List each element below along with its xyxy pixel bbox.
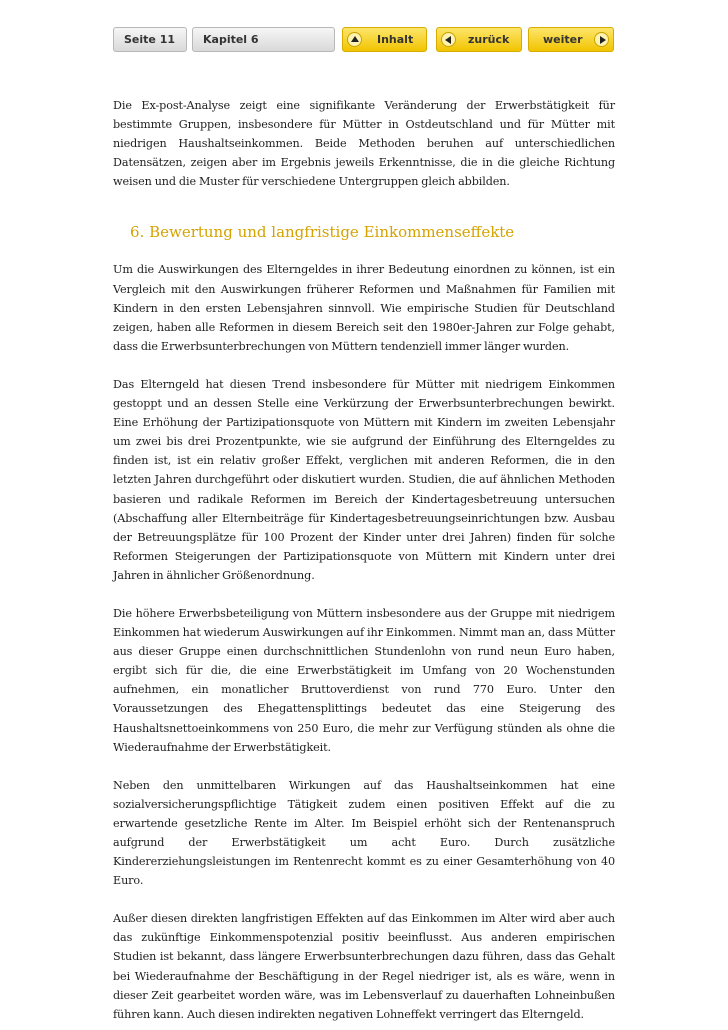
intro-paragraph: Die Ex-post-Analyse zeigt eine signifikante Veränderung der Erwerbstätigkeit für bestimmte Gruppen, insbesondere für Mütter in Ostdeutschland und für Mütter mit niedrigen Haushaltseinkommen. Beide Methoden beruhen auf unterschiedlichen Datensätzen, zeigen aber im Ergebnis jeweils Erkenntnisse, die in die gleiche Richtung weisen und die Muster für verschiedene Untergruppen gleich abbilden.: [113, 99, 615, 189]
back-button[interactable]: [436, 27, 522, 52]
body-paragraph-5: Außer diesen direkten langfristigen Effekten auf das Einkommen im Alter wird aber auch das zukünftige Einkommenspotenzial positiv beeinflusst. Aus anderen empirischen Studien ist bekannt, dass längere Erwerbsunterbrechungen dazu führen, dass das Gehalt bei Wiederaufnahme der Beschäftigung in der Regel niedriger ist, als es wäre, wenn in dieser Zeit gearbeitet worden wäre, was im Lebensverlauf zu dauerhaften Lohneinbußen führen kann. Auch diesen indirekten negativen Lohneffekt verringert das Elterngeld.: [113, 912, 615, 1021]
arrow-left-icon: [441, 32, 456, 47]
page-number-field: [113, 27, 187, 52]
arrow-right-icon: [594, 32, 609, 47]
next-button[interactable]: [528, 27, 614, 52]
back-label: zurück: [468, 33, 510, 46]
next-label: weiter: [543, 33, 583, 46]
contents-button[interactable]: [342, 27, 427, 52]
chapter-label: Kapitel 6: [203, 33, 259, 46]
contents-label: Inhalt: [377, 33, 414, 46]
body-paragraph-3: Die höhere Erwerbsbeteiligung von Müttern insbesondere aus der Gruppe mit niedrigem Einkommen hat wiederum Auswirkungen auf ihr Einkommen. Nimmt man an, dass Mütter aus dieser Gruppe einen durchschnittlichen Stundenlohn von rund neun Euro haben, ergibt sich für die, die eine Erwerbstätigkeit im Umfang von 20 Wochenstunden aufnehmen, ein monatlicher Bruttoverdienst von rund 770 Euro. Unter den Voraussetzungen des Ehegattensplittings bedeutet das eine Steigerung des Haushaltsnettoeinkommens von 250 Euro, die mehr zur Verfügung stünden als ohne die Wiederaufnahme der Erwerbstätigkeit.: [113, 606, 615, 754]
body-paragraph-1: Um die Auswirkungen des Elterngeldes in ihrer Bedeutung einordnen zu können, ist ein Vergleich mit den Auswirkungen früherer Reformen und Maßnahmen für Familien mit Kindern in den ersten Lebensjahren sinnvoll. Wie empirische Studien für Deutschland zeigen, haben alle Reformen in diesem Bereich seit den 1980er-Jahren zur Folge gehabt, dass die Erwerbsunterbrechungen von Müttern tendenziell immer länger wurden.: [113, 263, 615, 353]
chapter-field: [192, 27, 335, 52]
body-paragraph-2: Das Elterngeld hat diesen Trend insbesondere für Mütter mit niedrigem Einkommen gestoppt und an dessen Stelle eine Verkürzung der Erwerbsunterbrechungen bewirkt. Eine Erhöhung der Partizipationsquote von Müttern mit Kindern im zweiten Lebensjahr um zwei bis drei Prozentpunkte, wie sie aufgrund der Einführung des Elterngeldes zu finden ist, ist ein relativ großer Effekt, verglichen mit anderen Reformen, die in den letzten Jahren durchgeführt oder diskutiert wurden. Studien, die auf ähnlichen Methoden basieren und radikale Reformen im Bereich der Kindertagesbetreuung untersuchen (Abschaffung aller Elternbeiträge für Kindertagesbetreuungseinrichtungen bzw. Ausbau der Betreuungsplätze für 100 Prozent der Kinder unter drei Jahren) finden für solche Reformen Steigerungen der Partizipationsquote von Müttern mit Kindern unter drei Jahren in ähnlicher Größenordnung.: [113, 377, 615, 582]
page-number-label: Seite 11: [124, 33, 176, 46]
body-paragraph-4: Neben den unmittelbaren Wirkungen auf das Haushaltseinkommen hat eine sozialversicherungspflichtige Tätigkeit zudem einen positiven Effekt auf die zu erwartende gesetzliche Rente im Alter. Im Beispiel erhöht sich der Rentenanspruch aufgrund der Erwerbstätigkeit um acht Euro. Durch zusätzliche Kindererziehungsleistungen im Rentenrecht kommt es zu einer Gesamterhöhung von 40 Euro.: [113, 778, 615, 888]
section-heading: 6. Bewertung und langfristige Einkommenseffekte: [130, 223, 515, 242]
arrow-up-icon: [347, 32, 362, 47]
page-content: [113, 96, 615, 1024]
navigation-bar: [113, 27, 614, 52]
